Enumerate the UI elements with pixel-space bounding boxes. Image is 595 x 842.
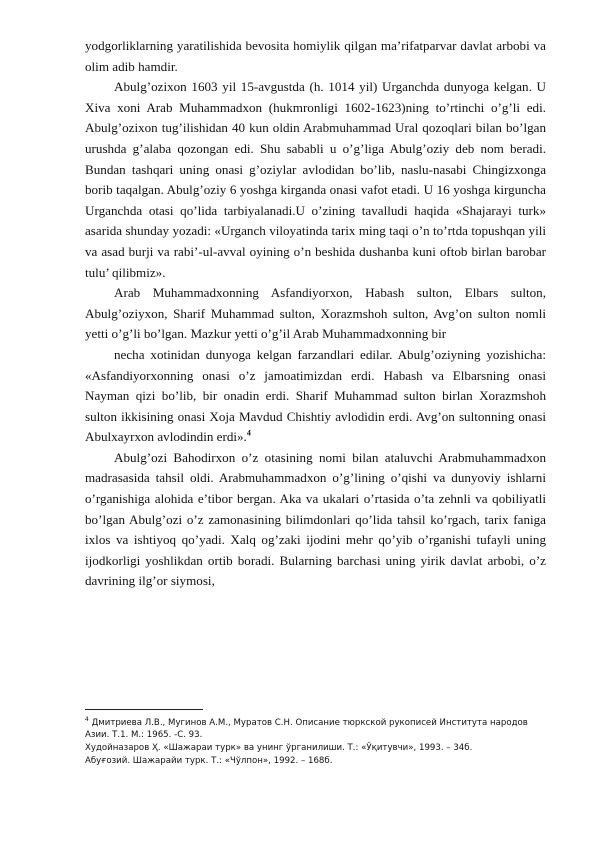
footnote-text: Дмитриева Л.В., Мугинов А.М., Муратов С.Н. Описание тюркской рукописей Института народов Азии. Т.1. М.: 1965. -С. 93.: [85, 717, 528, 741]
paragraph-education: Abulg’ozi Bahodirxon o’z otasining nomi bilan ataluvchi Arabmuhammadxon madrasasida tahsil oldi. Arabmuhammadxon o’g’lining o’qishi va dunyoviy ishlarni o’rganishiga alohida e’tibor bergan. Aka va ukalari o’rtasida o’ta zehnli va qobiliyatli bo’lgan Abulg’ozi o’z zamonasining bilimdonlari qo’lida tahsil ko’rgach, tarix faniga ixlos va ishtiyoq qo’yadi. Xalq og’zaki ijodini mehr qo’yib o’rganishi tufayli uning ijodkorligi yoshlikdan ortib boradi. Bularning barchasi uning yirik davlat arbobi, o’z davrining ilg’or siymosi,: [85, 449, 546, 589]
footnote-item: Худойназаров Ҳ. «Шажараи турк» ва унинг ўрганилиши. Т.: «Ўқитувчи», 1993. – 34б.: [85, 743, 473, 754]
footnote-marker[interactable]: 4: [246, 428, 251, 438]
footnote-item: [85, 714, 546, 742]
footnotes: [85, 714, 546, 767]
footnote-item: Абуғозий. Шажарайи турк. Т.: «Чўлпон», 1992. – 168б.: [85, 755, 333, 766]
paragraph-mothers-text: necha xotinidan dunyoga kelgan farzandlari edilar. Abulg’oziyning yozishicha: «Asfandiyorxonning onasi o’z jamoatimizdan erdi. Habash va Elbarsning onasi Nayman qizi bo’lib, bir onadin erdi. Sharif Muhammad sulton birlan Xorazmshoh sulton ikkisining onasi Xoja Mavdud Chishtiy avlodidin erdi. Avg’on sultonning onasi Abulxayrxon avlodindin erdi».: [85, 346, 546, 445]
document-body: [85, 36, 546, 592]
paragraph-continuation: yodgorliklarning yaratilishida bevosita homiylik qilgan ma’rifatparvar davlat arbobi va olim adib hamdir.: [85, 38, 546, 74]
paragraph-mothers: [85, 345, 546, 448]
paragraph-sons: Arab Muhammadxonning Asfandiyorxon, Habash sulton, Elbars sulton, Abulg’oziyxon, Sharif Muhammad sulton, Xorazmshoh sulton, Avg’on sulton nomli yetti o’g’li bo’lgan. Mazkur yetti o’g’il Arab Muhammadxonning bir: [85, 285, 546, 342]
footnote-number: 4: [85, 716, 89, 723]
paragraph-birth: Abulg’ozixon 1603 yil 15-avgustda (h. 1014 yil) Urganchda dunyoga kelgan. U Xiva xoni Arab Muhammadxon (hukmronligi 1602-1623)ning to’rtinchi o’g’li edi. Abulg’ozixon tug’ilishidan 40 kun oldin Arabmuhammad Ural qozoqlari bilan bo’lgan urushda g’alaba qozongan edi. Shu sababli u o’g’liga Abulg’oziy deb nom beradi. Bundan tashqari uning onasi g’oziylar avlodidan bo’lib, naslu-nasabi Chingizxonga borib taqalgan. Abulg’oziy 6 yoshga kirganda onasi vafot etadi. U 16 yoshga kirguncha Urganchda otasi qo’lida tarbiyalanadi.U o’zining tavalludi haqida «Shajarayi turk» asarida shunday yozadi: «Urganch viloyatinda tarix ming taqi o’n to’rtda topushqan yili va asad burji va rabi’-ul-avval oyining o’n beshida dushanba kuni oftob birlan barobar tulu’ qilibmiz».: [85, 79, 546, 280]
footnote-divider: [85, 709, 203, 710]
